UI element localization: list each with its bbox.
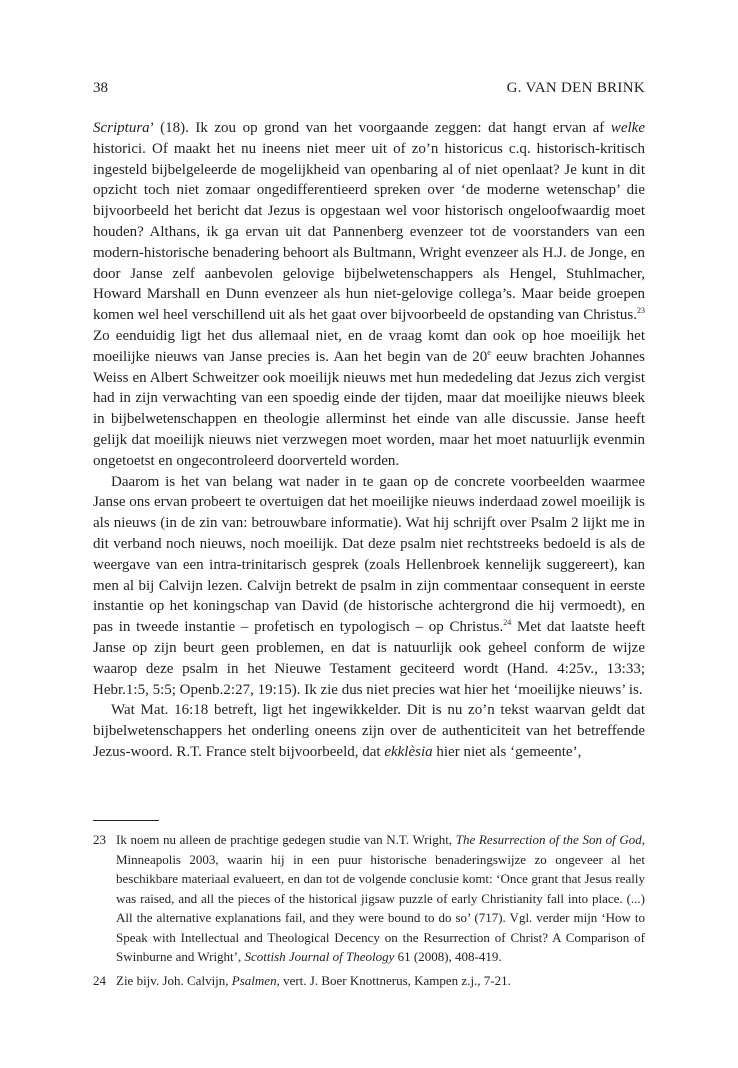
text-run: Wat Mat. 16:18 betreft, ligt het ingewikkelder. Dit is nu zo’n tekst waarvan geldt dat bijbelwetenschappers het onderling oneens zijn over de authenticiteit van het betreffende Jezus-woord. R.T. France stelt bijvoorbeeld, dat [93,702,645,760]
text-run: Zo eenduidig ligt het dus allemaal niet, en de vraag komt dan ook op hoe moeilijk het moeilijke nieuws van Janse precies is. Aan het begin van de 20 [93,327,645,365]
italic-text: Scottish Journal of Theology [244,949,395,964]
footnote-number: 24 [93,972,106,988]
body-text [93,118,645,763]
text-run: , vert. J. Boer Knottnerus, Kampen z.j., 7-21. [276,972,511,988]
text-run: eeuw brachten Johannes Weiss en Albert Schweitzer ook moeilijk nieuws met hun mededeling dat Jezus zich vergist had in zijn verwachting van een spoedig einde der tijden, maar dat moeilijke nieuws bleek in bijbelwetenschappen en theologie allerminst het einde van alle discussie. Janse heeft gelijk dat moeilijk nieuws niet verzwegen moet worden, maar het moet natuurlijk evenmin ongetoetst en ongecontroleerd doorverteld worden. [93,348,645,469]
text-run: Zie bijv. Joh. Calvijn, [116,972,232,988]
italic-text: welke [610,120,645,136]
body-paragraph [93,472,645,701]
text-run: historici. Of maakt het nu ineens niet meer uit of zo’n historicus c.q. historisch-kritisch ingesteld bijbelgeleerde de mogelijkheid van openbaring al of niet openlaat? Je kunt in dit opzicht toch niet zomaar ongedifferentieerd spreken over ‘de moderne wetenschap’ die bijvoorbeeld het bericht dat Jezus is opgestaan wel voor historisch ongeloofwaardig moet houden? Althans, ik ga ervan uit dat Pannenberg evenzeer tot de voorstanders van een modern-historische benadering behoort als Bultmann, Wright evenzeer als H.J. de Jonge, en door Janse zelf aanbevolen gelovige bijbelwetenschappers als Hengel, Stuhlmacher, Howard Marshall en Dunn evenzeer als hun niet-gelovige collega’s. Maar beide groepen komen wel heel verschillend uit als het gaat over bijvoorbeeld de opstanding van Christus. [93,140,645,324]
footnote-rule [93,820,159,821]
running-head: G. VAN DEN BRINK [506,80,645,96]
body-paragraph [93,118,645,472]
text-run: Daarom is het van belang wat nader in te gaan op de concrete voorbeelden waarmee Janse ons ervan probeert te overtuigen dat het moeilijke nieuws inderdaad zowel moeilijk is als nieuws (in de zin van: betrouwbare informatie). Wat hij schrijft over Psalm 2 lijkt me in dit verband noch nieuws, noch moeilijk. Dat deze psalm niet rechtstreeks bedoeld is als de weergave van een intra-trinitarisch gesprek (zoals Hellenbroek kennelijk suggereert), kan men al bij Calvijn lezen. Calvijn betrekt de psalm in zijn commentaar consequent in eerste instantie op het koningschap van David (de historische achtergrond die hij vermoedt), en pas in tweede instantie – profetisch en typologisch – op Christus. [93,473,645,636]
footnote-number: 23 [93,832,106,847]
italic-text: Scriptura [93,120,150,136]
italic-text: The Resurrection of the Son of God [455,832,642,847]
body-paragraph [93,700,645,762]
footnote [93,971,645,991]
page-number: 38 [93,80,108,96]
footnote [93,830,645,967]
text-run: ’ (18). Ik zou op grond van het voorgaande zeggen: dat hangt ervan af [149,120,611,136]
footnote-ref: 24 [503,618,512,628]
text-run: hier niet als ‘gemeente’, [432,743,582,760]
text-run: 61 (2008), 408-419. [394,949,502,964]
text-run: Ik noem nu alleen de prachtige gedegen studie van N.T. Wright, [116,832,456,847]
italic-text: Psalmen [231,972,277,988]
text-run: Met dat laatste heeft Janse op zijn beurt geen problemen, en dat is natuurlijk ook geheel conform de wijze waarop deze psalm in het Nieuwe Testament geciteerd wordt (Hand. 4:25v., 13:33; Hebr.1:5, 5:5; Openb.2:27, 19:15). Ik zie dus niet precies wat hier het ‘moeilijke nieuws’ is. [93,619,646,698]
footnote-ref: 23 [637,306,645,316]
footnotes [93,830,645,994]
footnote-ref: e [487,347,491,357]
italic-text: ekklèsia [384,743,433,760]
text-run: , Minneapolis 2003, waarin hij in een puur historische benaderingswijze zo ongeveer al het beschikbare materiaal evalueert, en dan tot de volgende conclusie komt: ‘Once grant that Jesus really was raised, and all the pieces of the historical jigsaw puzzle of early Christianity fall into place. (...) All the alternative explanations fail, and they were bound to do so’ (717). Vgl. verder mijn ‘How to Speak with Intellectual and Theological Decency on the Resurrection of Christ? A Comparison of Swinburne and Wright’, [116,832,645,964]
